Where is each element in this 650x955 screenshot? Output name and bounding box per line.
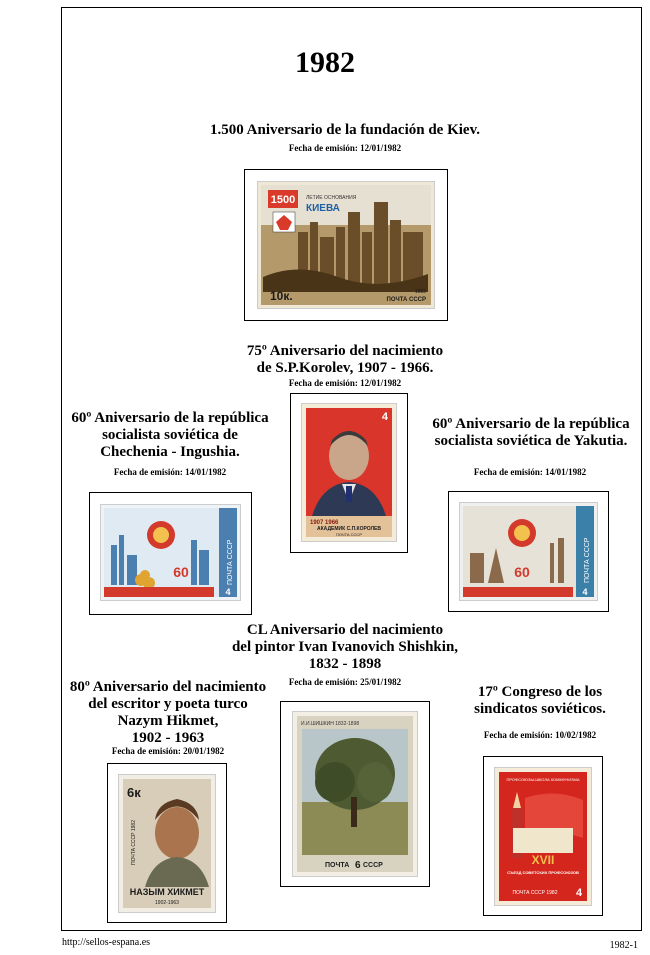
- stamp-chechenia-value: 4: [225, 587, 231, 597]
- page-year: 1982: [295, 46, 355, 79]
- stamp-kiev-country: ПОЧТА СССР: [386, 297, 426, 303]
- stamp-korolev-country: ПОЧТА СССР: [336, 532, 362, 537]
- stamp-title-congreso: 17º Congreso de los sindicatos soviéticos.: [474, 684, 606, 717]
- footer-url[interactable]: http://sellos-espana.es: [62, 937, 151, 948]
- stamp-date-yakutia: Fecha de emisión: 14/01/1982: [473, 467, 587, 477]
- stamp-congreso-top: ПРОФСОЮЗЫ-ШКОЛА КОММУНИЗМА: [506, 777, 580, 782]
- stamp-date-congreso: Fecha de emisión: 10/02/1982: [483, 730, 597, 740]
- stamp-title-kiev: 1.500 Aniversario de la fundación de Kiev.: [209, 122, 480, 138]
- stamp-chechenia-num: 60: [173, 564, 189, 580]
- stamp-yakutia-value: 4: [582, 587, 588, 597]
- stamp-title-chechenia: 60º Aniversario de la república socialista soviética de Chechenia - Ingushia.: [71, 410, 269, 460]
- stamp-korolev-years: 1907 1966: [310, 520, 339, 526]
- stamp-korolev-value: 4: [381, 411, 388, 423]
- stamp-date-hikmet: Fecha de emisión: 20/01/1982: [111, 746, 225, 756]
- stamp-title-korolev: 75º Aniversario del nacimiento de S.P.Korolev, 1907 - 1966.: [246, 343, 444, 376]
- stamp-kiev-1500: 1500: [270, 194, 296, 206]
- stamp-image-congreso: [495, 768, 591, 905]
- stamp-hikmet-country: ПОЧТА СССР 1982: [131, 820, 137, 865]
- stamp-hikmet-name: НАЗЫМ ХИКМЕТ: [129, 887, 205, 897]
- stamp-yakutia-num: 60: [514, 564, 530, 580]
- stamp-date-shishkin: Fecha de emisión: 25/01/1982: [288, 677, 402, 687]
- stamp-date-chechenia: Fecha de emisión: 14/01/1982: [113, 467, 227, 477]
- stamp-shishkin-top: И.И.ШИШКИН 1832-1898: [301, 721, 360, 727]
- stamp-hikmet-value: 6к: [127, 785, 141, 800]
- stamp-image-kiev: [258, 182, 434, 308]
- stamp-yakutia-country: ПОЧТА СССР: [584, 537, 591, 583]
- stamp-congreso-name: СЪЕЗД СОВЕТСКИХ ПРОФСОЮЗОВ: [507, 870, 579, 875]
- stamp-congreso-num: XVII: [531, 853, 555, 867]
- stamp-date-korolev: Fecha de emisión: 12/01/1982: [288, 378, 402, 388]
- stamp-kiev-year: 1982: [414, 289, 426, 295]
- stamp-title-hikmet: 80º Aniversario del nacimiento del escritor y poeta turco Nazym Hikmet, 1902 - 1963: [69, 679, 267, 746]
- stamp-image-hikmet: [119, 775, 215, 912]
- stamp-image-shishkin: [293, 712, 417, 876]
- stamp-kiev-value: 10к.: [270, 289, 293, 303]
- stamp-congreso-value: 4: [575, 887, 583, 899]
- footer-page-number: 1982-1: [609, 940, 638, 951]
- stamp-image-korolev: [302, 404, 396, 541]
- stamp-kiev-subtitle: ЛЕТИЕ ОСНОВАНИЯ: [306, 195, 357, 201]
- stamp-korolev-name: АКАДЕМИК С.П.КОРОЛЕВ: [317, 526, 381, 532]
- stamp-hikmet-years: 1902-1963: [155, 900, 179, 906]
- stamp-shishkin-country: ПОЧТА: [325, 862, 350, 869]
- stamp-shishkin-country2: СССР: [363, 862, 383, 869]
- stamp-image-yakutia: [460, 503, 597, 600]
- stamp-kiev-city: КИЕВА: [306, 203, 340, 214]
- stamp-title-yakutia: 60º Aniversario de la república socialista soviética de Yakutia.: [432, 416, 630, 449]
- stamp-congreso-country: ПОЧТА СССР 1982: [512, 890, 558, 896]
- stamp-shishkin-value: 6: [355, 860, 361, 871]
- stamp-date-kiev: Fecha de emisión: 12/01/1982: [288, 143, 402, 153]
- stamp-chechenia-country: ПОЧТА СССР: [227, 539, 234, 585]
- stamp-title-shishkin: CL Aniversario del nacimiento del pintor Ivan Ivanovich Shishkin, 1832 - 1898: [231, 622, 459, 672]
- stamp-image-chechenia: [101, 505, 240, 600]
